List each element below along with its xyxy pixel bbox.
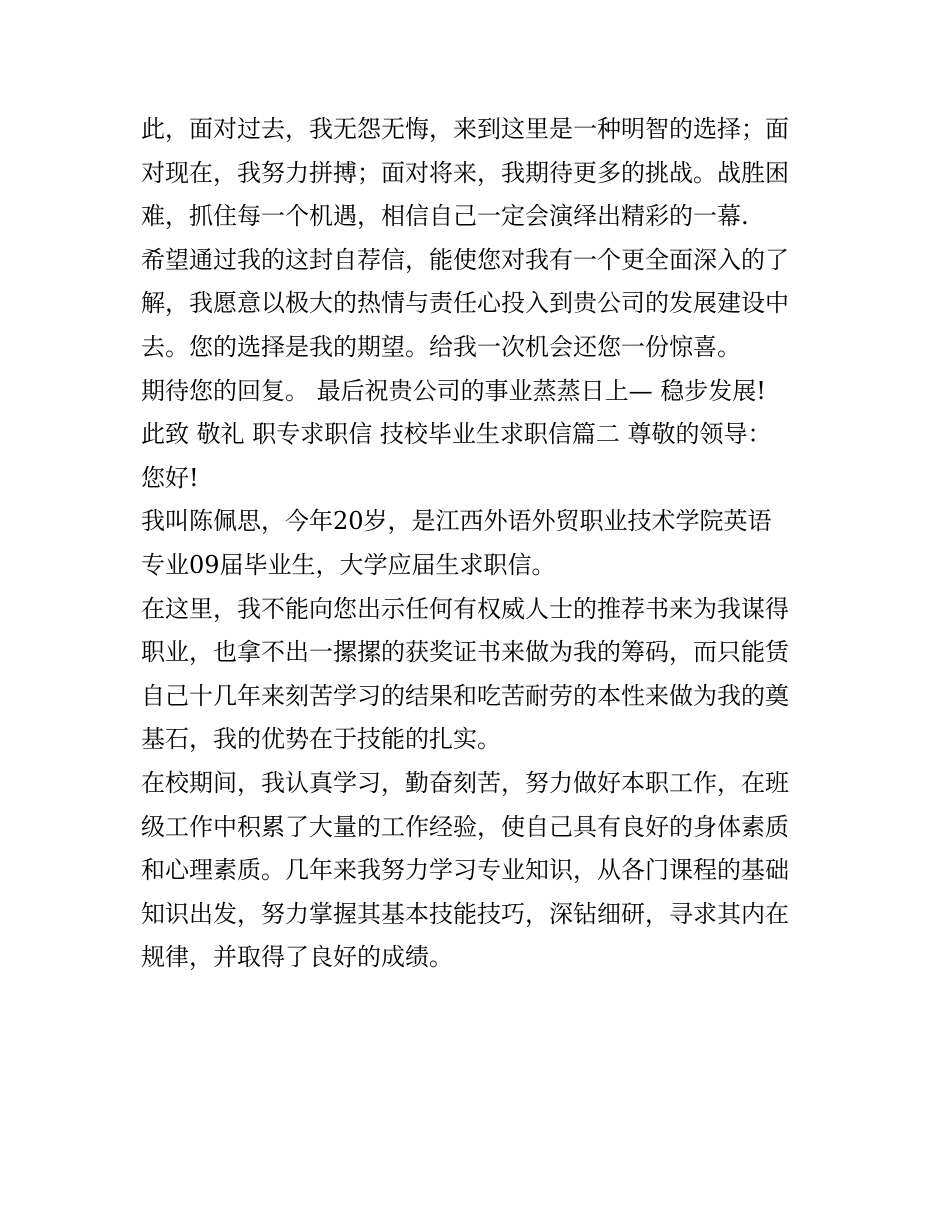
text-line: 自己十几年来刻苦学习的结果和吃苦耐劳的本性来做为我的奠 <box>141 681 789 710</box>
text-line: 去。您的选择是我的期望。给我一次机会还您一份惊喜。 <box>141 332 741 361</box>
text-line: 希望通过我的这封自荐信，能使您对我有一个更全面深入的了 <box>141 245 789 274</box>
text-line: 难，抓住每一个机遇，相信自己一定会演绎出精彩的一幕. <box>141 202 749 231</box>
text-line: 知识出发，努力掌握其基本技能技巧，深钻细研，寻求其内在 <box>141 899 789 928</box>
text-line: 职业，也拿不出一摞摞的获奖证书来做为我的筹码，而只能赁 <box>141 638 789 667</box>
text-line: 期待您的回复。 最后祝贵公司的事业蒸蒸日上— 稳步发展! <box>141 376 766 405</box>
text-line: 基石，我的优势在于技能的扎实。 <box>141 725 501 754</box>
text-line: 对现在，我努力拼搏；面对将来，我期待更多的挑战。战胜困 <box>141 158 789 187</box>
text-line: 此，面对过去，我无怨无悔，来到这里是一种明智的选择；面 <box>141 115 789 143</box>
text-line: 您好! <box>141 463 199 492</box>
text-line: 我叫陈佩思，今年20岁，是江西外语外贸职业技术学院英语 <box>141 507 772 536</box>
text-line: 解，我愿意以极大的热情与责任心投入到贵公司的发展建设中 <box>141 289 789 318</box>
text-line: 级工作中积累了大量的工作经验，使自己具有良好的身体素质 <box>141 812 789 841</box>
text-line: 在校期间，我认真学习，勤奋刻苦，努力做好本职工作，在班 <box>141 768 789 797</box>
document-body <box>141 108 821 980</box>
text-line: 在这里，我不能向您出示任何有权威人士的推荐书来为我谋得 <box>141 594 789 623</box>
text-line: 专业09届毕业生，大学应届生求职信。 <box>141 550 556 579</box>
text-line: 规律，并取得了良好的成绩。 <box>141 943 453 972</box>
text-line: 和心理素质。几年来我努力学习专业知识，从各门课程的基础 <box>141 856 789 885</box>
text-line: 此致 敬礼 职专求职信 技校毕业生求职信篇二 尊敬的领导： <box>141 420 772 449</box>
